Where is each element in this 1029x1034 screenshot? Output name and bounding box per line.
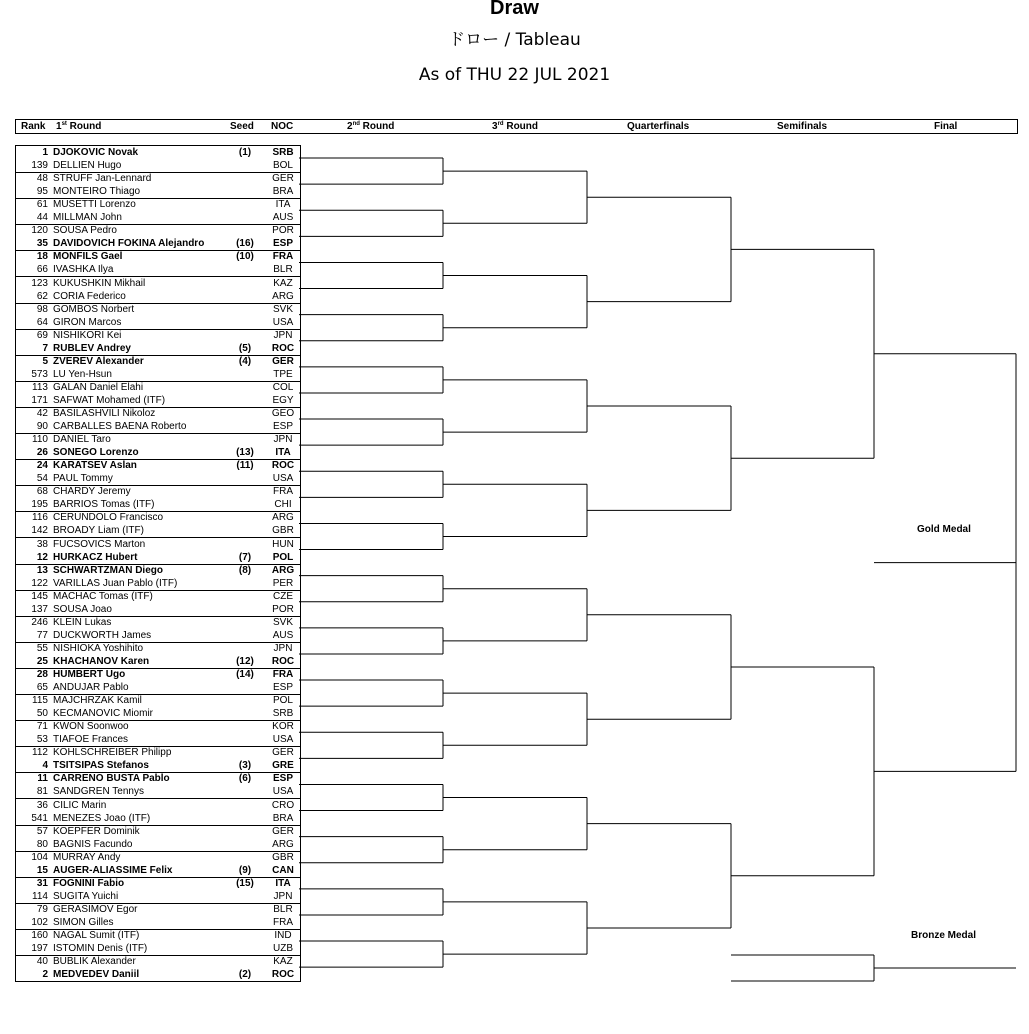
noc-cell: ITA <box>275 877 291 889</box>
noc-cell: JPN <box>273 434 293 446</box>
noc-cell: ROC <box>271 342 295 354</box>
player-name: DUCKWORTH James <box>53 629 152 641</box>
rank-cell: 54 <box>36 473 48 485</box>
rank-cell: 79 <box>36 903 48 915</box>
header-rank: Rank <box>21 121 46 132</box>
header-round-1-suffix: st <box>61 121 67 127</box>
player-name: SIMON Gilles <box>53 916 114 928</box>
rank-cell: 61 <box>36 199 48 211</box>
player-name: SOUSA Joao <box>53 603 112 615</box>
seed-cell: (12) <box>236 655 254 667</box>
rank-cell: 48 <box>36 173 48 185</box>
player-name: LU Yen-Hsun <box>53 368 112 380</box>
rank-cell: 77 <box>36 629 48 641</box>
noc-cell: POR <box>272 225 294 237</box>
noc-cell: GER <box>272 355 294 367</box>
noc-cell: BLR <box>273 264 293 276</box>
noc-cell: GBR <box>272 525 294 537</box>
rank-cell: 142 <box>31 525 48 537</box>
rank-cell: 171 <box>31 394 48 406</box>
noc-cell: ARG <box>272 838 294 850</box>
rank-cell: 25 <box>36 655 48 667</box>
player-name: KOHLSCHREIBER Philipp <box>53 747 172 759</box>
player-name: CILIC Marin <box>53 799 107 811</box>
header-quarterfinals: Quarterfinals <box>627 121 690 132</box>
header-round-1-word: Round <box>66 121 102 132</box>
rank-cell: 71 <box>36 721 48 733</box>
rank-cell: 13 <box>36 564 48 576</box>
player-name: SAFWAT Mohamed (ITF) <box>53 394 166 406</box>
rank-cell: 50 <box>36 708 48 720</box>
player-name: ANDUJAR Pablo <box>53 682 129 694</box>
rank-cell: 81 <box>36 786 48 798</box>
rank-cell: 42 <box>36 408 48 419</box>
noc-cell: SRB <box>272 708 294 720</box>
rank-cell: 114 <box>32 890 48 902</box>
rank-cell: 15 <box>36 864 48 876</box>
header-round-3-word: Round <box>503 121 538 132</box>
rank-cell: 1 <box>42 147 48 158</box>
noc-cell: ARG <box>271 564 295 576</box>
rank-cell: 26 <box>36 447 48 459</box>
rank-cell: 123 <box>31 277 48 289</box>
player-name: KLEIN Lukas <box>53 616 112 628</box>
noc-cell: FRA <box>273 916 293 928</box>
noc-cell: FRA <box>273 486 293 498</box>
player-name: IVASHKA Ilya <box>53 264 114 276</box>
noc-cell: USA <box>272 734 294 746</box>
rank-cell: 62 <box>36 290 48 302</box>
rank-cell: 53 <box>36 734 48 746</box>
player-name: PAUL Tommy <box>53 473 113 485</box>
noc-cell: USA <box>272 316 294 328</box>
player-name: BARRIOS Tomas (ITF) <box>53 499 155 511</box>
player-name: BASILASHVILI Nikoloz <box>53 408 156 419</box>
noc-cell: ARG <box>272 290 294 302</box>
rank-cell: 98 <box>36 303 48 315</box>
header-round-2-number: 2 <box>347 121 353 132</box>
rank-cell: 573 <box>31 368 48 380</box>
player-name: SUGITA Yuichi <box>53 890 119 902</box>
player-name: KWON Soonwoo <box>53 721 129 733</box>
noc-cell: ROC <box>271 460 295 472</box>
noc-cell: AUS <box>272 629 294 641</box>
rank-cell: 246 <box>31 616 48 628</box>
noc-cell: JPN <box>273 890 293 902</box>
rank-cell: 44 <box>36 212 48 224</box>
rank-cell: 112 <box>32 747 48 759</box>
player-name: SANDGREN Tennys <box>53 786 144 798</box>
header-noc: NOC <box>271 121 294 132</box>
header-final: Final <box>934 121 958 132</box>
player-name: CORIA Federico <box>53 290 126 302</box>
seed-cell: (6) <box>238 773 252 785</box>
rank-cell: 65 <box>36 682 48 694</box>
noc-cell: ESP <box>272 682 293 694</box>
seed-cell: (10) <box>236 251 254 263</box>
player-name: NAGAL Sumit (ITF) <box>53 930 140 941</box>
player-name: DANIEL Taro <box>53 434 111 446</box>
player-name: VARILLAS Juan Pablo (ITF) <box>53 577 178 589</box>
header-round-1-number: 1 <box>56 121 62 132</box>
player-name: ZVEREV Alexander <box>53 355 144 367</box>
noc-cell: GER <box>272 173 294 185</box>
rank-cell: 139 <box>31 160 48 172</box>
player-name: DAVIDOVICH FOKINA Alejandro <box>53 238 205 250</box>
noc-cell: USA <box>272 786 294 798</box>
noc-cell: JPN <box>273 642 293 654</box>
noc-cell: CRO <box>271 799 295 811</box>
rank-cell: 28 <box>36 669 48 680</box>
rank-cell: 57 <box>36 825 48 837</box>
noc-cell: USA <box>272 473 294 485</box>
noc-cell: BOL <box>272 160 293 172</box>
rank-cell: 55 <box>36 642 48 654</box>
player-name: SCHWARTZMAN Diego <box>53 564 163 576</box>
player-name: NISHIOKA Yoshihito <box>53 642 144 654</box>
rank-cell: 36 <box>36 799 48 811</box>
rank-cell: 120 <box>31 225 48 237</box>
seed-cell: (16) <box>236 238 254 250</box>
player-name: MENEZES Joao (ITF) <box>53 812 151 824</box>
seed-cell: (3) <box>238 760 252 772</box>
player-name: CARRENO BUSTA Pablo <box>53 773 170 785</box>
player-name: NISHIKORI Kei <box>53 329 122 341</box>
noc-cell: KAZ <box>273 956 293 968</box>
player-name: MONFILS Gael <box>53 251 123 263</box>
player-name: MILLMAN John <box>53 212 122 224</box>
noc-cell: POL <box>272 695 293 707</box>
player-name: HUMBERT Ugo <box>53 669 126 680</box>
rank-cell: 160 <box>31 930 48 941</box>
player-name: KOEPFER Dominik <box>53 825 140 837</box>
noc-cell: COL <box>272 381 294 393</box>
page-subtitle: ドロー / Tableau <box>448 30 581 50</box>
noc-cell: ITA <box>275 199 291 211</box>
noc-cell: ARG <box>272 512 294 524</box>
noc-cell: FRA <box>272 251 294 263</box>
noc-cell: AUS <box>272 212 294 224</box>
rank-cell: 35 <box>36 238 48 250</box>
player-name: ISTOMIN Denis (ITF) <box>53 943 148 955</box>
player-name: DJOKOVIC Novak <box>53 147 139 158</box>
noc-cell: HUN <box>272 538 294 550</box>
rank-cell: 18 <box>36 251 48 263</box>
noc-cell: KOR <box>272 721 294 733</box>
rank-cell: 90 <box>36 421 48 433</box>
seed-cell: (15) <box>236 877 254 889</box>
rank-cell: 137 <box>31 603 48 615</box>
noc-cell: ESP <box>272 773 293 785</box>
player-name: MEDVEDEV Daniil <box>53 969 140 981</box>
player-name: KECMANOVIC Miomir <box>53 708 154 720</box>
noc-cell: KAZ <box>273 277 293 289</box>
noc-cell: CZE <box>273 590 293 602</box>
rank-cell: 2 <box>42 969 48 981</box>
noc-cell: GER <box>272 825 294 837</box>
noc-cell: ESP <box>272 421 293 433</box>
noc-cell: CHI <box>274 499 292 511</box>
rank-cell: 115 <box>32 695 48 707</box>
noc-cell: BRA <box>272 812 294 824</box>
noc-cell: UZB <box>273 943 293 955</box>
as-of-date: As of THU 22 JUL 2021 <box>418 65 611 85</box>
player-name: GERASIMOV Egor <box>53 903 138 915</box>
rank-cell: 31 <box>36 877 48 889</box>
noc-cell: ESP <box>272 238 293 250</box>
noc-cell: POL <box>272 551 294 563</box>
noc-cell: GEO <box>271 408 295 419</box>
player-name: MONTEIRO Thiago <box>53 186 141 198</box>
rank-cell: 40 <box>36 956 48 968</box>
player-name: KHACHANOV Karen <box>53 655 150 667</box>
seed-cell: (7) <box>238 551 252 563</box>
gold-medal-label: Gold Medal <box>917 524 971 535</box>
rank-cell: 122 <box>31 577 48 589</box>
rank-cell: 66 <box>36 264 48 276</box>
header-seed: Seed <box>230 121 254 132</box>
rank-cell: 4 <box>42 760 48 772</box>
noc-cell: EGY <box>272 394 294 406</box>
noc-cell: IND <box>274 930 292 941</box>
noc-cell: SVK <box>272 616 293 628</box>
noc-cell: ROC <box>271 655 295 667</box>
noc-cell: PER <box>272 577 294 589</box>
rank-cell: 116 <box>32 512 48 524</box>
rank-cell: 7 <box>42 342 48 354</box>
noc-cell: JPN <box>273 329 293 341</box>
seed-cell: (1) <box>238 147 252 158</box>
rank-cell: 110 <box>32 434 48 446</box>
player-name: AUGER-ALIASSIME Felix <box>53 864 173 876</box>
seed-cell: (8) <box>238 564 252 576</box>
noc-cell: BLR <box>273 903 293 915</box>
noc-cell: SRB <box>272 147 294 158</box>
rank-cell: 95 <box>36 186 48 198</box>
noc-cell: FRA <box>272 669 294 680</box>
noc-cell: GRE <box>272 760 294 772</box>
noc-cell: BRA <box>272 186 294 198</box>
noc-cell: ITA <box>275 447 291 459</box>
noc-cell: GBR <box>272 851 294 863</box>
seed-cell: (4) <box>238 355 252 367</box>
rank-cell: 197 <box>31 943 48 955</box>
player-name: MUSETTI Lorenzo <box>53 199 136 211</box>
player-name: BUBLIK Alexander <box>53 956 136 968</box>
rank-cell: 145 <box>31 590 48 602</box>
player-name: SONEGO Lorenzo <box>53 447 139 459</box>
seed-cell: (11) <box>236 460 254 472</box>
player-name: CARBALLES BAENA Roberto <box>53 421 187 433</box>
rank-cell: 24 <box>36 460 48 472</box>
player-name: KARATSEV Aslan <box>53 460 137 472</box>
rank-cell: 541 <box>31 812 48 824</box>
player-name: CHARDY Jeremy <box>53 486 131 498</box>
player-name: KUKUSHKIN Mikhail <box>53 277 146 289</box>
noc-cell: ROC <box>271 969 295 981</box>
bronze-medal-label: Bronze Medal <box>911 930 977 941</box>
rank-cell: 68 <box>36 486 48 498</box>
rank-cell: 11 <box>37 773 48 785</box>
seed-cell: (5) <box>238 342 252 354</box>
player-name: GALAN Daniel Elahi <box>53 381 144 393</box>
noc-cell: GER <box>272 747 294 759</box>
player-name: HURKACZ Hubert <box>53 551 138 563</box>
player-name: CERUNDOLO Francisco <box>53 512 164 524</box>
rank-cell: 102 <box>31 916 48 928</box>
noc-cell: TPE <box>273 368 293 380</box>
player-name: FOGNINI Fabio <box>53 877 125 889</box>
rank-cell: 113 <box>32 381 48 393</box>
rank-cell: 69 <box>36 329 48 341</box>
noc-cell: POR <box>272 603 294 615</box>
player-name: GOMBOS Norbert <box>53 303 135 315</box>
player-name: BAGNIS Facundo <box>53 838 133 850</box>
header-round-3-suffix: rd <box>497 121 504 127</box>
header-round-2-suffix: nd <box>352 121 360 127</box>
player-name: SOUSA Pedro <box>53 225 117 237</box>
rank-cell: 5 <box>42 355 48 367</box>
player-name: BROADY Liam (ITF) <box>53 525 144 537</box>
seed-cell: (2) <box>238 969 252 981</box>
player-name: GIRON Marcos <box>53 316 122 328</box>
player-name: MAJCHRZAK Kamil <box>53 695 142 707</box>
seed-cell: (9) <box>238 864 252 876</box>
rank-cell: 195 <box>31 499 48 511</box>
noc-cell: CAN <box>272 864 294 876</box>
player-name: STRUFF Jan-Lennard <box>53 173 152 185</box>
seed-cell: (13) <box>236 447 254 459</box>
header-semifinals: Semifinals <box>777 121 828 132</box>
noc-cell: SVK <box>272 303 293 315</box>
seed-cell: (14) <box>236 669 254 680</box>
player-name: DELLIEN Hugo <box>53 160 122 172</box>
header-round-2-word: Round <box>359 121 395 132</box>
player-name: MACHAC Tomas (ITF) <box>53 590 153 602</box>
page-title: Draw <box>490 0 539 19</box>
rank-cell: 12 <box>36 551 48 563</box>
player-name: FUCSOVICS Marton <box>53 538 146 550</box>
player-name: TIAFOE Frances <box>53 734 129 746</box>
player-name: MURRAY Andy <box>53 851 121 863</box>
rank-cell: 104 <box>31 851 48 863</box>
header-round-3-number: 3 <box>492 121 498 132</box>
rank-cell: 80 <box>36 838 48 850</box>
rank-cell: 38 <box>36 538 48 550</box>
rank-cell: 64 <box>36 316 48 328</box>
player-name: RUBLEV Andrey <box>53 342 131 354</box>
player-name: TSITSIPAS Stefanos <box>53 760 149 772</box>
